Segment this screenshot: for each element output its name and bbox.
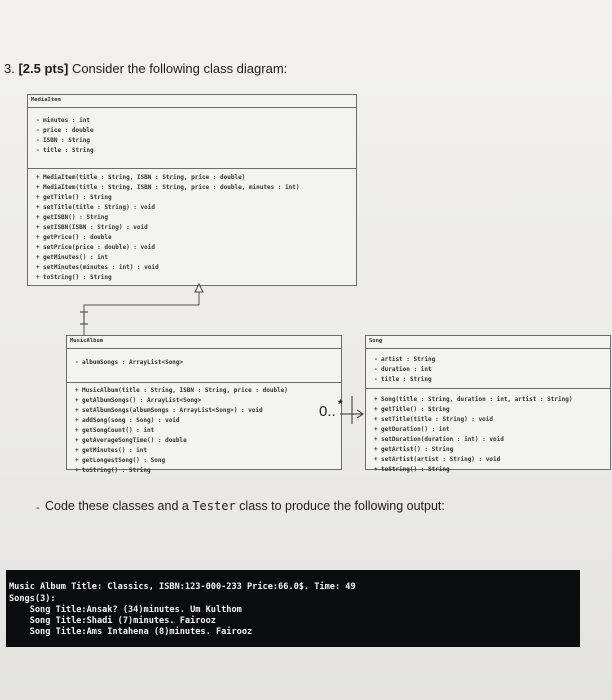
operation-row xyxy=(374,415,610,425)
question-points: [2.5 pts] xyxy=(18,61,69,76)
tester-class-name: Tester xyxy=(192,499,236,513)
visibility-marker: + xyxy=(75,427,79,434)
multiplicity-many: * xyxy=(338,397,343,411)
member-signature: getDuration() : int xyxy=(381,426,450,433)
member-signature: setDuration(duration : int) : void xyxy=(381,436,504,443)
operation-row xyxy=(75,466,341,476)
attribute-row xyxy=(36,136,356,146)
visibility-marker: + xyxy=(75,417,79,424)
operation-row xyxy=(374,445,610,455)
member-signature: setArtist(artist : String) : void xyxy=(381,456,501,463)
inheritance-arrow xyxy=(84,284,203,335)
visibility-marker: - xyxy=(374,376,378,383)
operation-row xyxy=(36,243,356,253)
operation-row xyxy=(36,183,356,193)
member-signature: getArtist() : String xyxy=(381,446,454,453)
operation-row xyxy=(75,456,341,466)
instruction-prefix: Code these classes and a xyxy=(45,499,189,513)
attribute-row xyxy=(36,126,356,136)
visibility-marker: + xyxy=(36,214,40,221)
association-arrow xyxy=(340,396,363,424)
member-signature: title : String xyxy=(43,147,94,154)
operation-row xyxy=(75,446,341,456)
visibility-marker: + xyxy=(36,244,40,251)
class-box-song xyxy=(365,335,611,473)
visibility-marker: + xyxy=(75,447,79,454)
member-signature: duration : int xyxy=(381,366,432,373)
operation-row xyxy=(36,233,356,243)
question-number: 3. xyxy=(4,61,15,76)
visibility-marker: + xyxy=(374,466,378,473)
attribute-row xyxy=(36,116,356,126)
multiplicity-zero: 0.. xyxy=(319,403,336,420)
console-line: Songs(3): xyxy=(9,594,56,604)
member-signature: toString() : String xyxy=(381,466,450,473)
member-signature: setISBN(ISBN : String) : void xyxy=(43,224,148,231)
attribute-row xyxy=(374,365,610,375)
question-heading xyxy=(4,61,287,76)
member-signature: getAverageSongTime() : double xyxy=(82,437,187,444)
member-signature: getTitle() : String xyxy=(43,194,112,201)
attributes-song xyxy=(366,349,610,389)
attributes-music-album xyxy=(67,349,341,383)
operation-row xyxy=(374,405,610,415)
operation-row xyxy=(75,426,341,436)
member-signature: MusicAlbum(title : String, ISBN : String, price : double) xyxy=(82,387,288,394)
member-signature: setTitle(title : String) : void xyxy=(381,416,493,423)
member-signature: getTitle() : String xyxy=(381,406,450,413)
visibility-marker: - xyxy=(374,366,378,373)
member-signature: price : double xyxy=(43,127,94,134)
visibility-marker: + xyxy=(36,204,40,211)
visibility-marker: + xyxy=(374,416,378,423)
visibility-marker: + xyxy=(374,396,378,403)
member-signature: title : String xyxy=(381,376,432,383)
visibility-marker: + xyxy=(36,224,40,231)
member-signature: addSong(song : Song) : void xyxy=(82,417,180,424)
attribute-row xyxy=(374,375,610,385)
class-name-song: Song xyxy=(366,336,610,349)
instruction-text xyxy=(45,499,445,513)
visibility-marker: - xyxy=(75,359,79,366)
console-line: Song Title:Ams Intahena (8)minutes. Fairooz xyxy=(9,627,253,637)
question-text: Consider the following class diagram: xyxy=(71,61,288,76)
visibility-marker: + xyxy=(75,467,79,474)
member-signature: getPrice() : double xyxy=(43,234,112,241)
visibility-marker: + xyxy=(75,457,79,464)
operation-row xyxy=(36,273,356,283)
operation-row xyxy=(374,425,610,435)
member-signature: toString() : String xyxy=(43,274,112,281)
operation-row xyxy=(36,253,356,263)
member-signature: setMinutes(minutes : int) : void xyxy=(43,264,159,271)
visibility-marker: - xyxy=(36,147,40,154)
visibility-marker: + xyxy=(36,234,40,241)
member-signature: getISBN() : String xyxy=(43,214,109,221)
instruction-bullet: - xyxy=(36,502,40,514)
member-signature: albumSongs : ArrayList<Song> xyxy=(82,359,184,366)
operation-row xyxy=(374,455,610,465)
member-signature: MediaItem(title : String, ISBN : String, price : double) xyxy=(43,174,246,181)
operation-row xyxy=(75,436,341,446)
operations-music-album xyxy=(67,383,341,478)
operation-row xyxy=(75,406,341,416)
class-name-music-album: MusicAlbum xyxy=(67,336,341,349)
class-box-media-item xyxy=(27,94,357,286)
member-signature: getLongestSong() : Song xyxy=(82,457,166,464)
operations-media-item xyxy=(28,169,356,285)
member-signature: getMinutes() : int xyxy=(43,254,109,261)
visibility-marker: - xyxy=(36,117,40,124)
visibility-marker: + xyxy=(75,437,79,444)
visibility-marker: + xyxy=(75,407,79,414)
member-signature: getMinutes() : int xyxy=(82,447,148,454)
operation-row xyxy=(75,416,341,426)
visibility-marker: + xyxy=(374,456,378,463)
operation-row xyxy=(36,203,356,213)
attribute-row xyxy=(75,358,341,368)
visibility-marker: - xyxy=(36,127,40,134)
member-signature: setTitle(title : String) : void xyxy=(43,204,155,211)
visibility-marker: - xyxy=(374,356,378,363)
console-output xyxy=(6,570,580,647)
class-box-music-album xyxy=(66,335,342,474)
member-signature: Song(title : String, duration : int, artist : String) xyxy=(381,396,573,403)
operation-row xyxy=(36,223,356,233)
visibility-marker: + xyxy=(75,387,79,394)
operation-row xyxy=(36,193,356,203)
member-signature: MediaItem(title : String, ISBN : String, price : double, minutes : int) xyxy=(43,184,300,191)
visibility-marker: + xyxy=(374,446,378,453)
attributes-media-item xyxy=(28,108,356,169)
member-signature: getAlbumSongs() : ArrayList<Song> xyxy=(82,397,202,404)
operation-row xyxy=(374,465,610,475)
visibility-marker: + xyxy=(374,436,378,443)
member-signature: getSongCount() : int xyxy=(82,427,155,434)
member-signature: ISBN : String xyxy=(43,137,90,144)
visibility-marker: + xyxy=(374,406,378,413)
attribute-row xyxy=(36,146,356,156)
operation-row xyxy=(374,395,610,405)
operations-song xyxy=(366,389,610,477)
visibility-marker: - xyxy=(36,137,40,144)
class-name-media-item: MediaItem xyxy=(28,95,356,108)
member-signature: setPrice(price : double) : void xyxy=(43,244,155,251)
text-cursor-icon xyxy=(80,312,88,324)
visibility-marker: + xyxy=(36,274,40,281)
operation-row xyxy=(36,173,356,183)
member-signature: minutes : int xyxy=(43,117,90,124)
console-line: Song Title:Shadi (7)minutes. Fairooz xyxy=(9,616,216,626)
visibility-marker: + xyxy=(36,264,40,271)
operation-row xyxy=(36,213,356,223)
operation-row xyxy=(75,386,341,396)
operation-row xyxy=(374,435,610,445)
operation-row xyxy=(36,263,356,273)
instruction-suffix: class to produce the following output: xyxy=(239,499,445,513)
visibility-marker: + xyxy=(36,254,40,261)
operation-row xyxy=(75,396,341,406)
visibility-marker: + xyxy=(36,184,40,191)
visibility-marker: + xyxy=(36,194,40,201)
console-line: Music Album Title: Classics, ISBN:123-000-233 Price:66.0$. Time: 49 xyxy=(9,582,356,592)
member-signature: artist : String xyxy=(381,356,436,363)
attribute-row xyxy=(374,355,610,365)
visibility-marker: + xyxy=(36,174,40,181)
member-signature: setAlbumSongs(albumSongs : ArrayList<Song>) : void xyxy=(82,407,263,414)
visibility-marker: + xyxy=(75,397,79,404)
console-line: Song Title:Ansak? (34)minutes. Um Kulthom xyxy=(9,605,242,615)
member-signature: toString() : String xyxy=(82,467,151,474)
visibility-marker: + xyxy=(374,426,378,433)
